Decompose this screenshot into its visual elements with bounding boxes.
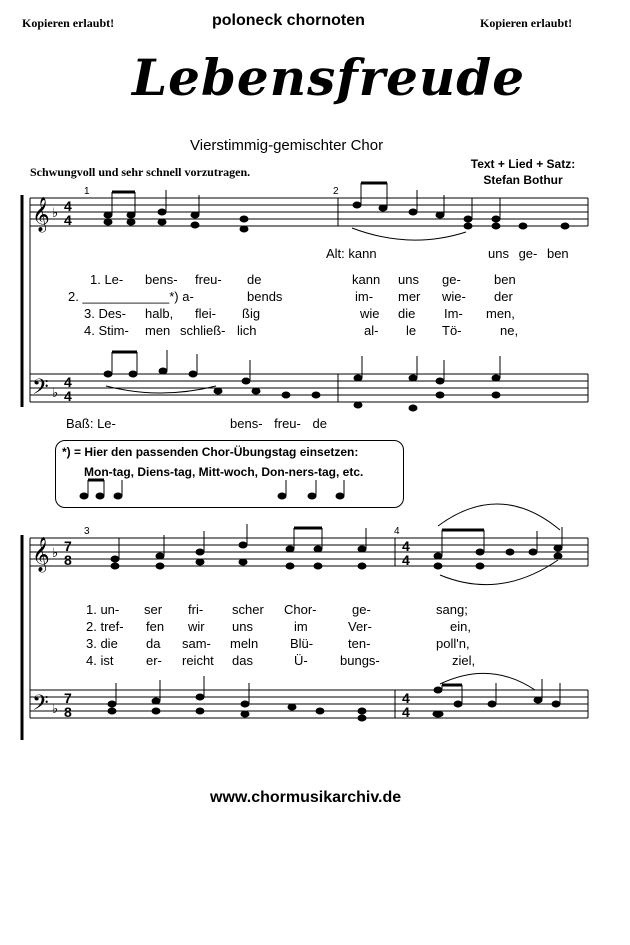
svg-text:4: 4 [402,538,410,554]
bass-clef-1: 𝄢 [32,375,49,405]
credits-line1: Text + Lied + Satz: [470,157,576,171]
verse3-s1-w5: die [398,306,416,321]
footer-url: www.chormusikarchiv.de [210,789,402,806]
verse1-s1-w0: 1. Le- [90,272,124,287]
verse1-s2-w4: Chor- [284,602,317,617]
svg-text:8: 8 [64,552,72,568]
footnote-line2: Mon-tag, Diens-tag, Mitt-woch, Don-ners-tag, etc. [84,465,364,479]
measure-number-4: 4 [394,526,400,537]
verse4-s1-w0: 4. Stim- [84,323,129,338]
verse1-s2-w1: ser [144,602,163,617]
verse3-s1-w0: 3. Des- [84,306,126,321]
verse3-s2-w2: sam- [182,636,211,651]
verse2-s1-w3: mer [398,289,421,304]
treble-clef-2: 𝄞 [32,537,50,572]
verse4-s2-w2: reicht [182,653,214,668]
svg-text:4: 4 [64,212,72,228]
svg-text:♭: ♭ [52,206,59,221]
verse4-s2-w1: er- [146,653,162,668]
svg-text:4: 4 [402,552,410,568]
verse4-s2-w0: 4. ist [86,653,114,668]
svg-text:7: 7 [64,538,72,554]
verse4-s2-w5: bungs- [340,653,380,668]
svg-text:♭: ♭ [52,702,59,717]
verse2-s2-w3: uns [232,619,253,634]
footnote-box [55,440,404,508]
verse3-s2-w1: da [146,636,161,651]
svg-text:8: 8 [64,704,72,720]
svg-text:♭: ♭ [52,546,59,561]
footnote-line1: *) = Hier den passenden Chor-Übungstag einsetzen: [62,445,359,459]
verse1-s2-w3: scher [232,602,264,617]
alto-cue: Alt: kann [326,246,377,261]
verse1-s1-w5: uns [398,272,419,287]
verse3-s1-w6: Im- [444,306,463,321]
staff-treble-1 [30,198,588,226]
notes-s2-treble [111,542,562,569]
verse3-s1-w4: wie [360,306,380,321]
measure-number-2: 2 [333,186,339,197]
copy-notice-right: Kopieren erlaubt! [480,16,573,30]
verse1-s1-w1: bens- [145,272,178,287]
verse2-s1-w5: der [494,289,513,304]
verse1-s1-w4: kann [352,272,381,287]
verse2-s1-w0: 2. ____________*) a- [68,289,194,304]
verse1-s2-w2: fri- [188,602,204,617]
verse1-s1-w6: ge- [442,272,461,287]
alto-cue-2: uns ge- ben [488,246,569,261]
tempo-marking: Schwungvoll und sehr schnell vorzutragen. [30,165,251,179]
verse1-s2-w5: ge- [352,602,371,617]
verse3-s2-w0: 3. die [86,636,118,651]
verse3-s1-w2: flei- [195,306,216,321]
verse1-s1-w2: freu- [195,272,222,287]
svg-text:4: 4 [402,704,410,720]
song-title: Lebensfreude [132,48,526,107]
measure-number-1: 1 [84,186,90,197]
svg-text:4: 4 [64,374,72,390]
svg-text:7: 7 [64,690,72,706]
subtitle: Vierstimmig-gemischter Chor [190,137,384,154]
verse2-s2-w2: wir [188,619,205,634]
verse4-s2-w6: ziel, [452,653,476,668]
verse4-s1-w2: schließ- [180,323,226,338]
verse2-s1-w4: wie- [442,289,466,304]
bass-clef-2: 𝄢 [32,691,49,721]
verse2-s2-w0: 2. tref- [86,619,124,634]
credits-line2: Stefan Bothur [483,173,563,187]
verse1-s2-w6: sang; [436,602,468,617]
bass-cue-2: bens- freu- de [230,416,327,431]
verse3-s2-w3: meln [230,636,259,651]
verse3-s1-w1: halb, [145,306,174,321]
verse2-s2-w1: fen [146,619,165,634]
verse4-s1-w1: men [145,323,171,338]
verse2-s1-w2: im- [355,289,374,304]
verse3-s1-w7: men, [486,306,515,321]
verse4-s2-w3: das [232,653,253,668]
notes-s1-treble [104,202,569,232]
verse4-s2-w4: Ü- [294,653,308,668]
verse3-s1-w3: ßig [242,306,261,321]
verse1-s1-w7: ben [494,272,516,287]
bass-cue: Baß: Le- [66,416,116,431]
verse3-s2-w5: ten- [348,636,371,651]
treble-clef-1: 𝄞 [32,197,50,232]
verse1-s1-w3: de [247,272,262,287]
svg-text:4: 4 [64,388,72,404]
svg-text:♭: ♭ [52,386,59,401]
verse4-s1-w4: al- [364,323,379,338]
measure-number-3: 3 [84,526,90,537]
verse1-s2-w0: 1. un- [86,602,120,617]
verse2-s2-w6: ein, [450,619,471,634]
verse2-s2-w5: Ver- [348,619,372,634]
verse4-s1-w3: lich [237,323,257,338]
svg-text:4: 4 [64,198,72,214]
verse4-s1-w5: le [406,323,417,338]
verse4-s1-w6: Tö- [442,323,462,338]
verse2-s2-w4: im [294,619,308,634]
verse3-s2-w6: poll'n, [436,636,470,651]
publisher-name: poloneck chornoten [212,12,365,29]
verse2-s1-w1: bends [247,289,283,304]
verse4-s1-w7: ne, [500,323,519,338]
copy-notice-left: Kopieren erlaubt! [22,16,115,30]
svg-text:4: 4 [402,690,410,706]
verse3-s2-w4: Blü- [290,636,314,651]
